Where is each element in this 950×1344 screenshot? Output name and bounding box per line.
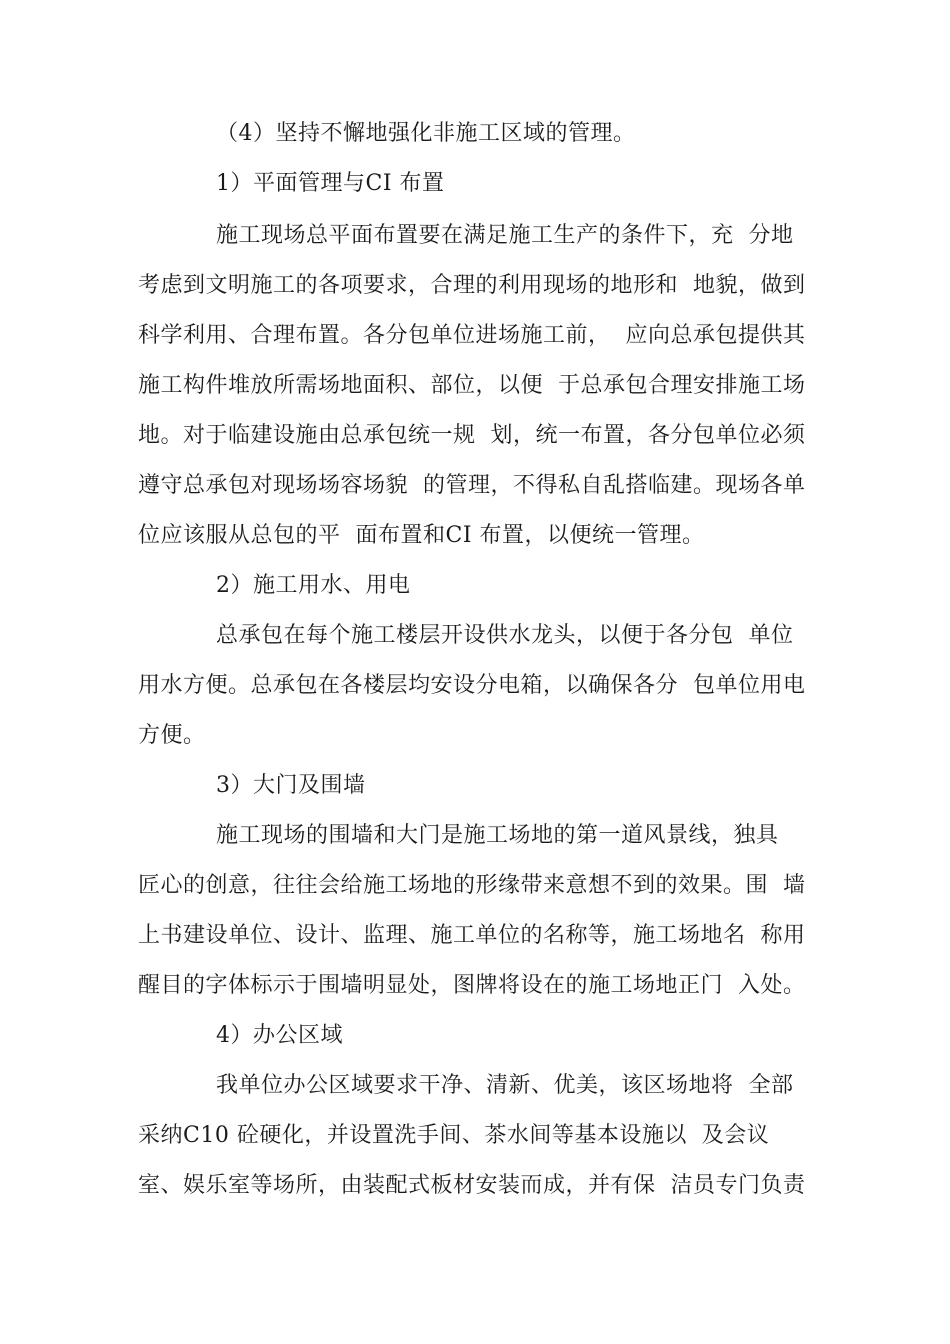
subsection-heading: 4）办公区域 xyxy=(216,1023,343,1048)
subsection-heading: 1）平面管理与CI 布置 xyxy=(216,171,445,196)
subsection-heading: 3）大门及围墙 xyxy=(216,773,366,798)
paragraph-line: 施工构件堆放所需场地面积、部位，以便 于总承包合理安排施工场 xyxy=(138,373,806,398)
paragraph-line: 上书建设单位、设计、监理、施工单位的名称等，施工场地名 称用 xyxy=(138,923,806,948)
subsection-heading: 2）施工用水、用电 xyxy=(216,573,411,598)
paragraph-line: 科学利用、合理布置。各分包单位进场施工前， 应向总承包提供其 xyxy=(138,323,806,348)
paragraph-line: 匠心的创意，往往会给施工场地的形缘带来意想不到的效果。围 墙 xyxy=(138,873,806,898)
paragraph-line: 施工现场总平面布置要在满足施工生产的条件下，充 分地 xyxy=(216,223,794,248)
paragraph-line: 室、娱乐室等场所，由装配式板材安装而成，并有保 洁员专门负责 xyxy=(138,1173,806,1198)
paragraph-line: 遵守总承包对现场场容场貌 的管理，不得私自乱搭临建。现场各单 xyxy=(138,473,806,498)
paragraph-line: 用水方便。总承包在各楼层均安设分电箱，以确保各分 包单位用电 xyxy=(138,673,806,698)
paragraph-line: 醒目的字体标示于围墙明显处，图牌将设在的施工场地正门 入处。 xyxy=(138,973,806,998)
paragraph-line: 位应该服从总包的平 面布置和CI 布置，以便统一管理。 xyxy=(138,523,705,548)
paragraph-line: 考虑到文明施工的各项要求，合理的利用现场的地形和 地貌，做到 xyxy=(138,273,806,298)
paragraph-line: 地。对于临建设施由总承包统一规 划，统一布置，各分包单位必须 xyxy=(138,423,806,448)
paragraph-line: 我单位办公区域要求干净、清新、优美，该区场地将 全部 xyxy=(216,1073,794,1098)
paragraph-line: 总承包在每个施工楼层开设供水龙头，以便于各分包 单位 xyxy=(216,623,794,648)
paragraph-line: 采纳C10 砼硬化，并设置洗手间、茶水间等基本设施以 及会议 xyxy=(138,1123,770,1148)
section-heading: （4）坚持不懈地强化非施工区域的管理。 xyxy=(216,121,636,146)
paragraph-line: 方便。 xyxy=(138,723,206,748)
paragraph-line: 施工现场的围墙和大门是施工场地的第一道风景线，独具 xyxy=(216,823,779,848)
